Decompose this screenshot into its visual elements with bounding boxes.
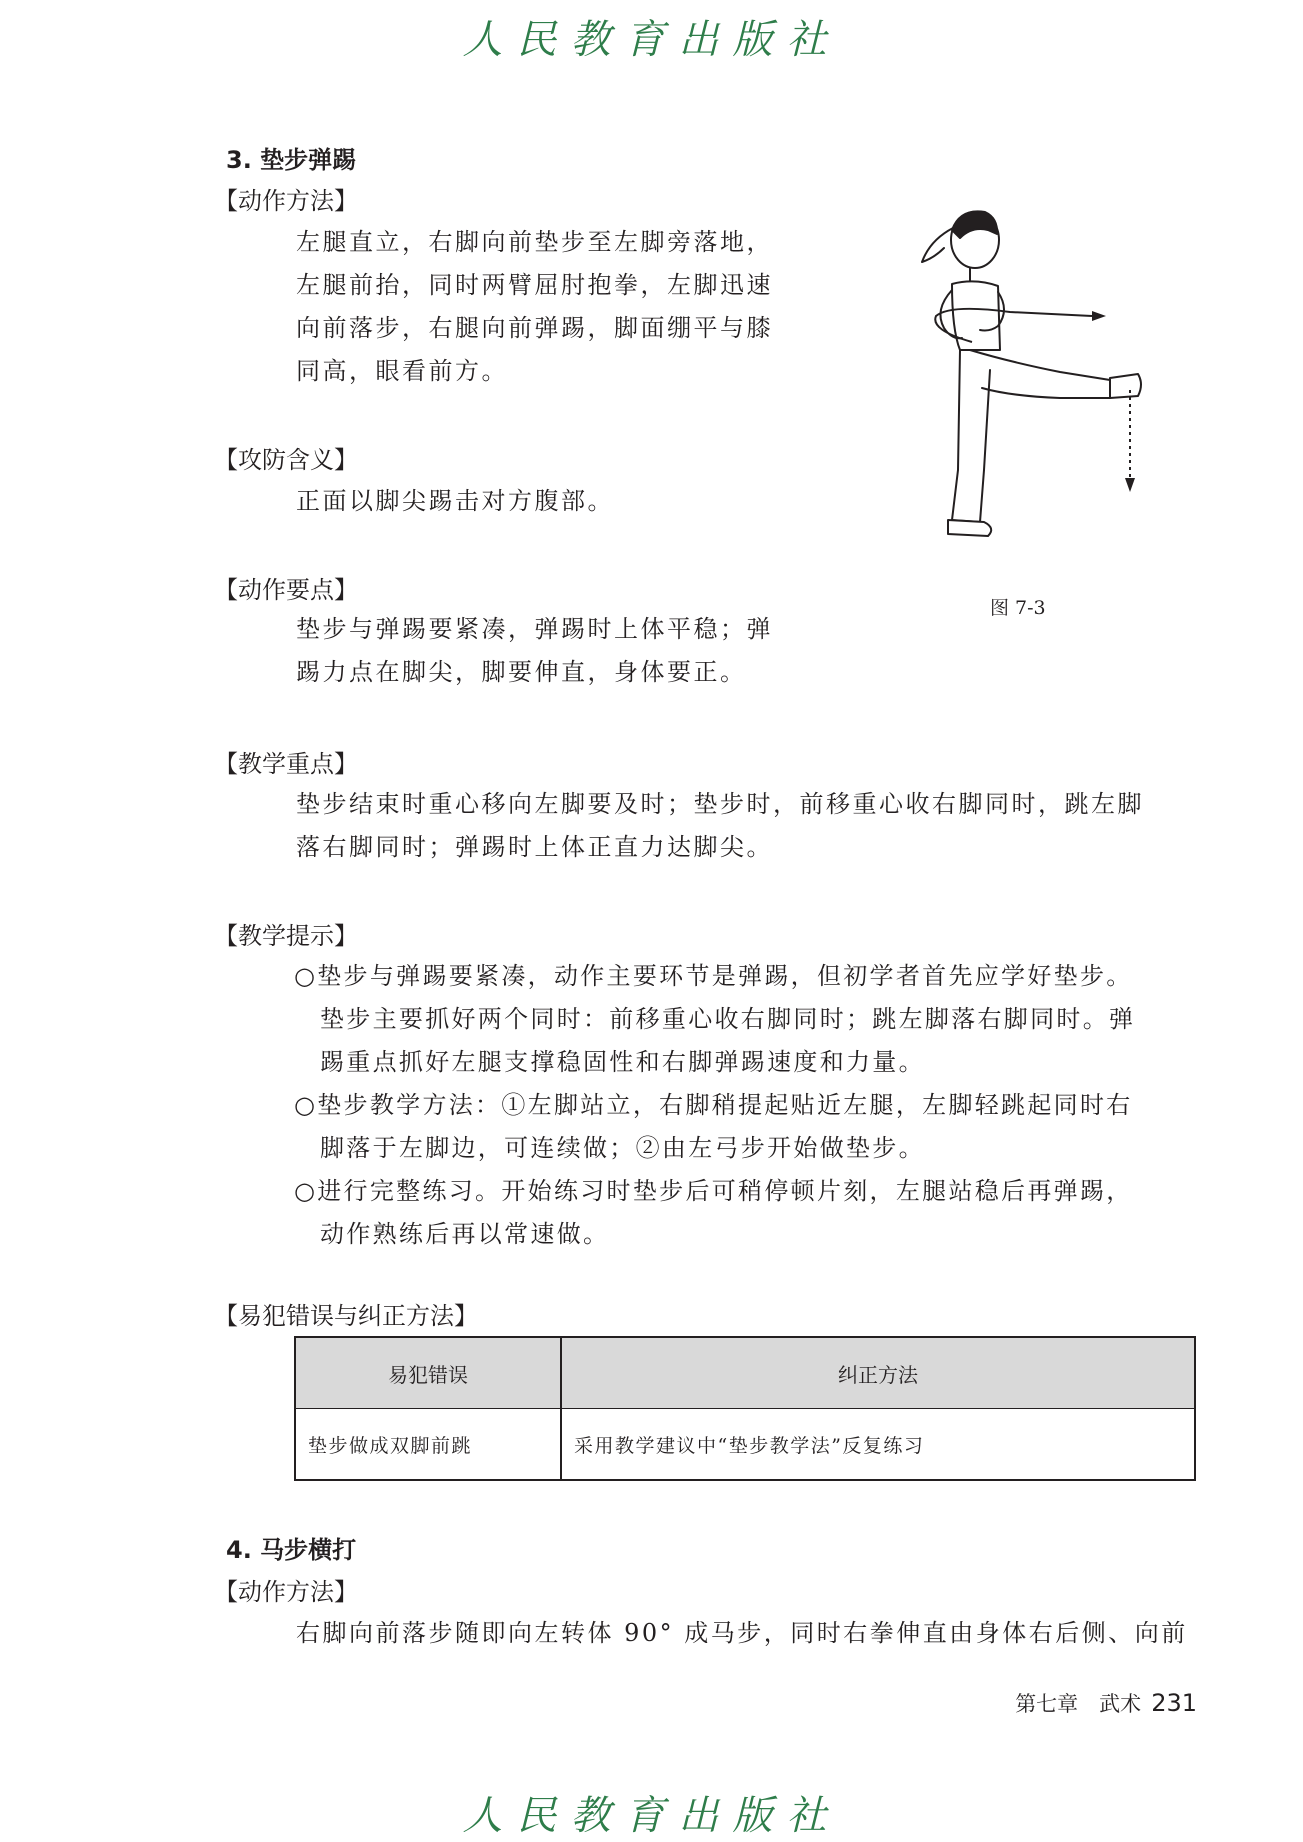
publisher-watermark-bottom: 人民教育出版社 (462, 1793, 841, 1839)
chapter-label: 第七章 武术 (1015, 1692, 1142, 1716)
section-title-4: 4. 马步横打 (226, 1536, 357, 1564)
text-line: 左腿前抬，同时两臂屈肘抱拳，左脚迅速 (296, 271, 773, 299)
table-row (295, 1409, 1195, 1481)
text-line: 落右脚同时；弹踢时上体正直力达脚尖。 (296, 833, 773, 861)
table-header-cell: 易犯错误 (295, 1337, 561, 1409)
table-header-cell: 纠正方法 (561, 1337, 1195, 1409)
text-line: 垫步结束时重心移向左脚要及时；垫步时，前移重心收右脚同时，跳左脚 (296, 790, 1144, 818)
points-text (296, 608, 773, 694)
method-text-4 (296, 1612, 1188, 1655)
focus-label: 【教学重点】 (214, 750, 358, 778)
text-line: 同高，眼看前方。 (296, 357, 508, 385)
tips-list (294, 955, 1135, 1256)
method-text (296, 221, 773, 393)
errors-table (294, 1336, 1196, 1481)
tips-label: 【教学提示】 (214, 922, 358, 950)
figure-caption: 图 7-3 (990, 597, 1046, 619)
tip-line: ○进行完整练习。开始练习时垫步后可稍停顿片刻，左腿站稳后再弹踢， (294, 1177, 1133, 1205)
kick-figure-illustration (860, 200, 1170, 570)
tip-line: 脚落于左脚边，可连续做；②由左弓步开始做垫步。 (320, 1134, 925, 1162)
text-line: 右脚向前落步随即向左转体 90° 成马步，同时右拳伸直由身体右后侧、向前 (296, 1619, 1188, 1647)
tip-line: 垫步主要抓好两个同时：前移重心收右脚同时；跳左脚落右脚同时。弹 (320, 1005, 1136, 1033)
table-header-row (295, 1337, 1195, 1409)
tip-line: 踢重点抓好左腿支撑稳固性和右脚弹踢速度和力量。 (320, 1048, 925, 1076)
text-line: 踢力点在脚尖，脚要伸直，身体要正。 (296, 658, 747, 686)
text-line: 向前落步，右腿向前弹踢，脚面绷平与膝 (296, 314, 773, 342)
focus-text (296, 783, 1144, 869)
tip-item (294, 1084, 1135, 1170)
tip-item (294, 955, 1135, 1084)
text-line: 左腿直立，右脚向前垫步至左脚旁落地， (296, 228, 773, 256)
tip-line: ○垫步教学方法：①左脚站立，右脚稍提起贴近左腿，左脚轻跳起同时右 (294, 1091, 1133, 1119)
tip-line: ○垫步与弹踢要紧凑，动作主要环节是弹踢，但初学者首先应学好垫步。 (294, 962, 1133, 990)
text-line: 垫步与弹踢要紧凑，弹踢时上体平稳；弹 (296, 615, 773, 643)
method-label-4: 【动作方法】 (214, 1578, 358, 1606)
tip-line: 动作熟练后再以常速做。 (320, 1220, 610, 1248)
tip-item (294, 1170, 1135, 1256)
section-title: 3. 垫步弹踢 (226, 146, 357, 174)
page-number: 231 (1151, 1689, 1197, 1717)
points-label: 【动作要点】 (214, 576, 358, 604)
table-cell: 垫步做成双脚前跳 (295, 1409, 561, 1481)
meaning-text (296, 480, 614, 523)
table-cell: 采用教学建议中“垫步教学法”反复练习 (561, 1409, 1195, 1481)
errors-label: 【易犯错误与纠正方法】 (214, 1302, 478, 1330)
text-line: 正面以脚尖踢击对方腹部。 (296, 487, 614, 515)
publisher-watermark-top: 人民教育出版社 (462, 17, 841, 63)
meaning-label: 【攻防含义】 (214, 446, 358, 474)
page-footer (1015, 1688, 1197, 1718)
method-label: 【动作方法】 (214, 187, 358, 215)
